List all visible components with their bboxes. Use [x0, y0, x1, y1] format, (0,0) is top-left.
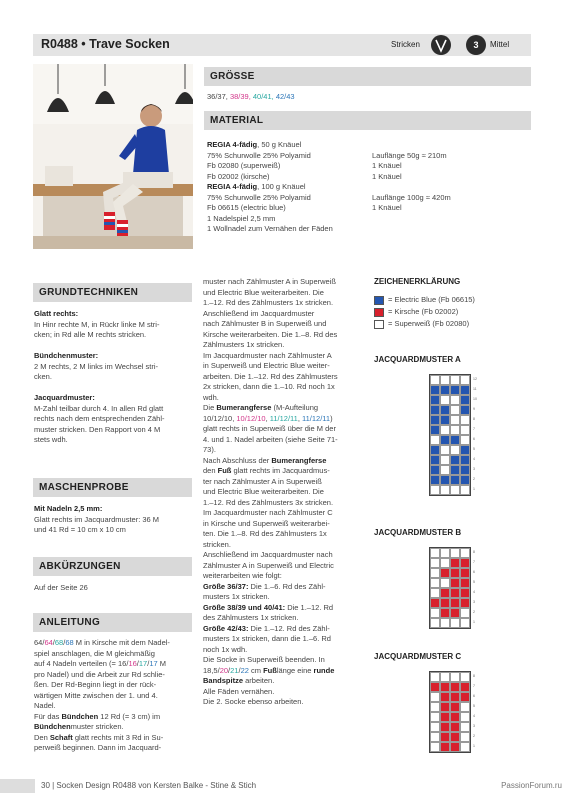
text-line: noch 1x wdh. — [203, 644, 248, 654]
chart-cell — [450, 672, 460, 682]
material-brand: REGIA 4-fädig — [207, 182, 258, 191]
chart-cell — [460, 395, 470, 405]
text-line: Nach Abschluss der Bumerangferse — [203, 455, 327, 465]
text-line: 1.–12. Rd des Zählmusters 3x stricken. — [203, 497, 334, 507]
row-number: 11 — [473, 387, 477, 391]
text-line: wärtigen Mitte zwischen der 1. und 4. — [34, 690, 158, 700]
section-anleitung: ANLEITUNG — [33, 613, 192, 632]
section-grundtechniken: GRUNDTECHNIKEN — [33, 283, 192, 302]
text-line: arbeiten. Die 1.–12. Rd des Zählmusters — [203, 371, 338, 381]
sizes-line — [207, 92, 295, 103]
chart-cell — [430, 568, 440, 578]
chart-cell — [430, 672, 440, 682]
page-header — [33, 34, 531, 56]
chart-cell — [450, 618, 460, 628]
chart-grid — [429, 374, 471, 496]
text-line: Anschließend im Jacquardmuster nach — [203, 550, 333, 559]
chart-cell — [450, 445, 460, 455]
chart-cell — [450, 568, 460, 578]
row-number: 12 — [473, 377, 477, 381]
text-line: musters 1x stricken. — [203, 592, 270, 601]
text-line: Lauflänge 50g ≈ 210m — [372, 150, 447, 160]
text-line: Zählmuster A in Superweiß und Electric — [203, 560, 334, 570]
level-prefix: Stricken — [391, 40, 420, 49]
text-line: stets wdh. — [34, 435, 68, 444]
watermark: PassionForum.ru — [501, 781, 562, 790]
chart-cell — [430, 682, 440, 692]
chart-cell — [430, 722, 440, 732]
text-line: nach Zählmuster B in Superweiß und — [203, 319, 327, 328]
legend-heading: ZEICHENERKLÄRUNG — [374, 277, 461, 286]
row-number: 6 — [473, 437, 475, 441]
chart-cell — [430, 608, 440, 618]
row-number: 10 — [473, 397, 477, 401]
chart-cell — [460, 608, 470, 618]
chart-cell — [450, 485, 460, 495]
text-line: ten. Die 1.–8. Rd des Zählmusters 1x — [203, 529, 327, 538]
chart-cell — [430, 712, 440, 722]
chart-cell — [450, 598, 460, 608]
row-number: 4 — [473, 714, 475, 718]
chart-cell — [450, 578, 460, 588]
text-line: M-Zahl teilbar durch 4. In allen Rd glatt — [34, 403, 164, 413]
footer-text: 30 | Socken Design R0488 von Kersten Balke - Stine & Stich — [41, 781, 257, 790]
text-line: ter nach Zählmuster A in Superweiß — [203, 476, 322, 486]
text-line: 10/12/10, 10/12/10, 11/12/11, 11/12/11) — [203, 413, 333, 423]
chart-cell — [450, 742, 460, 752]
chart-cell — [430, 385, 440, 395]
chart-cell — [460, 722, 470, 732]
row-number: 7 — [473, 684, 475, 688]
size-1: 36/37, — [207, 92, 230, 101]
chart-cell — [440, 712, 450, 722]
chart-cell — [450, 682, 460, 692]
chart-cell — [430, 702, 440, 712]
text-line: Größe 38/39 und 40/41: Die 1.–12. Rd — [203, 602, 334, 612]
chart-cell — [430, 415, 440, 425]
text-line: Jacquardmuster: — [34, 393, 95, 402]
text-line: Die 2. Socke ebenso arbeiten. — [203, 697, 304, 706]
chart-cell — [440, 722, 450, 732]
chart-cell — [430, 375, 440, 385]
row-number: 2 — [473, 477, 475, 481]
row-number: 8 — [473, 417, 475, 421]
text-line: Größe 42/43: Die 1.–12. Rd des Zähl- — [203, 623, 330, 633]
chart-cell — [460, 435, 470, 445]
chart-cell — [440, 375, 450, 385]
chart-title: JACQUARDMUSTER B — [374, 528, 462, 537]
chart-cell — [460, 455, 470, 465]
chart-grid — [429, 671, 471, 753]
chart-cell — [440, 435, 450, 445]
size-2: 38/39, — [229, 92, 253, 101]
text-line: 64/64/68/68 M in Kirsche mit dem Nadel- — [34, 638, 170, 647]
chart-cell — [440, 702, 450, 712]
text-line: Nadel. — [34, 701, 56, 710]
text-line: des Zählmusters 1x stricken. — [203, 613, 299, 622]
row-number: 1 — [473, 487, 475, 491]
text-line: und 41 Rd = 10 cm x 10 cm — [34, 525, 126, 534]
text-line: Fb 02002 (kirsche) — [207, 171, 270, 181]
row-number: 3 — [473, 724, 475, 728]
chart-cell — [460, 485, 470, 495]
product-photo — [33, 64, 193, 249]
row-number: 4 — [473, 457, 475, 461]
chart-cell — [460, 692, 470, 702]
text-line: Mit Nadeln 2,5 mm: — [34, 504, 103, 513]
text-line: 1 Knäuel — [372, 203, 402, 212]
text-line: auf 4 Nadeln verteilen (= 16/16/17/17 M — [34, 659, 166, 668]
text-line: muster stricken. Den Rapport von 4 M — [34, 424, 161, 434]
text-line: 1 Knäuel — [372, 171, 402, 181]
section-abkuerzungen: ABKÜRZUNGEN — [33, 557, 192, 576]
chart-cell — [450, 548, 460, 558]
row-number: 6 — [473, 694, 475, 698]
row-number: 2 — [473, 610, 475, 614]
chart-cell — [440, 692, 450, 702]
text-line: 1 Knäuel — [372, 161, 402, 170]
chart-cell — [460, 568, 470, 578]
chart-cell — [430, 742, 440, 752]
chart-cell — [450, 722, 460, 732]
row-number: 5 — [473, 580, 475, 584]
chart-cell — [460, 445, 470, 455]
text-line: 18,5/20/21/22 cm Fußlänge eine runde — [203, 665, 335, 675]
text-line: 4. und 1. Nadel arbeiten (siehe Seite 71- — [203, 434, 338, 444]
section-maschenprobe: MASCHENPROBE — [33, 478, 192, 497]
text-line: den Fuß glatt rechts im Jacquardmus- — [203, 466, 330, 475]
text-line: cken; in Rd alle M rechts stricken. — [34, 330, 147, 339]
text-line: 1.–12. Rd des Zählmusters 1x stricken. — [203, 298, 334, 307]
row-number: 1 — [473, 620, 475, 624]
text-line: Lauflänge 100g ≈ 420m — [372, 192, 451, 202]
chart-cell — [440, 682, 450, 692]
text-line: Für das Bündchen 12 Rd (= 3 cm) im — [34, 711, 161, 721]
chart-cell — [440, 455, 450, 465]
section-material: MATERIAL — [204, 111, 531, 130]
text-line: 2x stricken, dann die 1.–10. Rd noch 1x — [203, 382, 335, 391]
text-line: Im Jacquardmuster nach Zählmuster C — [203, 508, 333, 517]
chart-cell — [450, 415, 460, 425]
chart-cell — [430, 435, 440, 445]
text-line: und Electric Blue weiterarbeiten. Die — [203, 487, 324, 496]
text-line: Die Bumerangferse (M-Aufteilung — [203, 403, 319, 412]
row-number: 3 — [473, 600, 475, 604]
chart-cell — [430, 475, 440, 485]
chart-cell — [440, 598, 450, 608]
chart-title: JACQUARDMUSTER C — [374, 652, 462, 661]
chart-cell — [430, 455, 440, 465]
text-line: in Superweiß und Electric Blue weiter- — [203, 361, 330, 370]
text-line: Zählmusters 1x stricken. — [203, 340, 285, 349]
chart-cell — [440, 465, 450, 475]
text-line: REGIA 4-fädig, 100 g Knäuel — [207, 182, 306, 191]
text-line: Den Schaft glatt rechts mit 3 Rd in Su- — [34, 732, 164, 742]
chart-cell — [460, 405, 470, 415]
legend-label: = Superweiß (Fb 02080) — [388, 319, 470, 328]
chart-cell — [440, 395, 450, 405]
chart-cell — [450, 588, 460, 598]
row-number: 1 — [473, 744, 475, 748]
page-footer — [0, 779, 566, 793]
chart-cell — [450, 702, 460, 712]
chart-cell — [440, 608, 450, 618]
text-line: Fb 02080 (superweiß) — [207, 161, 281, 170]
chart-cell — [430, 465, 440, 475]
section-groesse: GRÖSSE — [204, 67, 531, 86]
text-line: stricken. — [203, 539, 231, 549]
row-number: 9 — [473, 407, 475, 411]
chart-cell — [450, 385, 460, 395]
chart-cell — [450, 425, 460, 435]
jacquard-charts — [374, 355, 534, 775]
chart-cell — [440, 415, 450, 425]
difficulty-badge: 3 — [466, 35, 486, 55]
knitting-needles-icon — [431, 35, 451, 55]
chart-cell — [440, 578, 450, 588]
chart-cell — [460, 588, 470, 598]
text-line: weiterarbeiten wie folgt: — [203, 571, 282, 580]
row-number: 6 — [473, 570, 475, 574]
chart-cell — [430, 692, 440, 702]
row-number: 4 — [473, 590, 475, 594]
chart-cell — [440, 618, 450, 628]
text-line: muster nach Zählmuster A in Superweiß — [203, 277, 336, 286]
text-line: REGIA 4-fädig, 50 g Knäuel — [207, 140, 302, 149]
row-number: 8 — [473, 550, 475, 554]
text-line: musters 1x stricken, dann die 1.–6. Rd — [203, 634, 331, 643]
text-line: rechts nach dem entsprechenden Zähl- — [34, 414, 165, 423]
chart-cell — [450, 608, 460, 618]
text-line: Glatt rechts: — [34, 309, 79, 318]
chart-cell — [450, 712, 460, 722]
chart-cell — [440, 405, 450, 415]
text-line: wdh. — [203, 392, 219, 402]
chart-cell — [460, 618, 470, 628]
legend-swatch — [374, 308, 384, 317]
text-line: cken. — [34, 372, 52, 381]
chart-cell — [460, 598, 470, 608]
chart-cell — [450, 395, 460, 405]
text-line: Bündchenmuster stricken. — [34, 722, 124, 731]
chart-cell — [430, 405, 440, 415]
text-line: 2 M rechts, 2 M links im Wechsel stri- — [34, 361, 159, 371]
text-line: Bündchenmuster: — [34, 351, 99, 360]
chart-cell — [430, 395, 440, 405]
text-line: pro Nadel) und die Arbeit zur Rd schlie- — [34, 669, 165, 679]
text-line: Größe 36/37: Die 1.–6. Rd des Zähl- — [203, 581, 326, 591]
chart-cell — [440, 588, 450, 598]
text-line: Kirsche weiterarbeiten. Die 1.–8. Rd des — [203, 329, 338, 339]
chart-cell — [460, 475, 470, 485]
text-line: ßen. Der Rd-Beginn liegt in der rück- — [34, 680, 157, 689]
chart-cell — [460, 425, 470, 435]
chart-cell — [460, 578, 470, 588]
color-legend — [374, 296, 524, 336]
text-line: 73). — [203, 445, 216, 454]
legend-label: = Electric Blue (Fb 06615) — [388, 295, 475, 304]
text-line: Bandspitze arbeiten. — [203, 676, 275, 685]
row-number: 7 — [473, 560, 475, 564]
text-line: 1 Wollnadel zum Vernähen der Fäden — [207, 224, 333, 233]
chart-cell — [440, 742, 450, 752]
legend-swatch — [374, 296, 384, 305]
level-text: Mittel — [490, 40, 510, 49]
legend-label: = Kirsche (Fb 02002) — [388, 307, 459, 316]
chart-cell — [460, 548, 470, 558]
chart-cell — [430, 425, 440, 435]
text-line: 75% Schurwolle 25% Polyamid — [207, 192, 311, 202]
material-brand: REGIA 4-fädig — [207, 140, 258, 149]
row-number: 2 — [473, 734, 475, 738]
chart-cell — [460, 682, 470, 692]
chart-cell — [450, 405, 460, 415]
chart-cell — [440, 475, 450, 485]
chart-cell — [450, 375, 460, 385]
text-line: 1 Nadelspiel 2,5 mm — [207, 213, 276, 223]
chart-cell — [440, 672, 450, 682]
chart-cell — [430, 578, 440, 588]
size-4: 42/43 — [275, 92, 295, 101]
abkuerzungen-text: Auf der Seite 26 — [34, 583, 88, 592]
chart-cell — [430, 732, 440, 742]
chart-cell — [460, 558, 470, 568]
chart-cell — [450, 475, 460, 485]
row-number: 8 — [473, 674, 475, 678]
chart-cell — [450, 692, 460, 702]
text-line: In Hinr rechte M, in Rückr linke M stri- — [34, 319, 160, 329]
chart-cell — [460, 732, 470, 742]
pattern-title: R0488 • Trave Socken — [41, 37, 170, 51]
legend-swatch — [374, 320, 384, 329]
row-number: 5 — [473, 704, 475, 708]
text-line: und Electric Blue weiterarbeiten. Die — [203, 287, 324, 297]
chart-cell — [440, 558, 450, 568]
chart-cell — [460, 702, 470, 712]
text-line: in Kirsche und Superweiß weiterarbei- — [203, 518, 330, 528]
chart-title: JACQUARDMUSTER A — [374, 355, 461, 364]
text-line: Im Jacquardmuster nach Zählmuster A — [203, 350, 332, 360]
text-line: Glatt rechts im Jacquardmuster: 36 M — [34, 514, 160, 524]
text-line: Fb 06615 (electric blue) — [207, 203, 286, 212]
chart-cell — [440, 385, 450, 395]
text-line: Anschließend im Jacquardmuster — [203, 308, 315, 318]
chart-cell — [450, 465, 460, 475]
chart-cell — [430, 548, 440, 558]
chart-cell — [460, 375, 470, 385]
chart-cell — [440, 485, 450, 495]
row-number: 7 — [473, 427, 475, 431]
chart-cell — [440, 548, 450, 558]
chart-cell — [460, 465, 470, 475]
chart-cell — [430, 485, 440, 495]
chart-cell — [440, 425, 450, 435]
chart-cell — [460, 415, 470, 425]
chart-cell — [430, 588, 440, 598]
chart-grid — [429, 547, 471, 629]
chart-cell — [450, 455, 460, 465]
chart-cell — [450, 435, 460, 445]
chart-cell — [460, 672, 470, 682]
row-number: 3 — [473, 467, 475, 471]
chart-cell — [430, 558, 440, 568]
text-line: glatt rechts in Superweiß über die M der — [203, 424, 336, 433]
text-line: Alle Fäden vernähen. — [203, 686, 275, 696]
chart-cell — [430, 618, 440, 628]
text-line: perweiß beginnen. Dann im Jacquard- — [34, 743, 162, 752]
chart-cell — [440, 732, 450, 742]
chart-cell — [430, 598, 440, 608]
chart-cell — [460, 742, 470, 752]
text-line: Die Socke in Superweiß beenden. In — [203, 655, 325, 664]
chart-cell — [460, 385, 470, 395]
chart-cell — [450, 732, 460, 742]
chart-cell — [440, 445, 450, 455]
chart-cell — [440, 568, 450, 578]
footer-bar — [0, 779, 35, 793]
row-number: 5 — [473, 447, 475, 451]
chart-cell — [430, 445, 440, 455]
chart-cell — [450, 558, 460, 568]
text-line: 75% Schurwolle 25% Polyamid — [207, 150, 311, 160]
text-line: spiel anschlagen, die M gleichmäßig — [34, 648, 155, 658]
size-3: 40/41, — [252, 92, 276, 101]
chart-cell — [460, 712, 470, 722]
